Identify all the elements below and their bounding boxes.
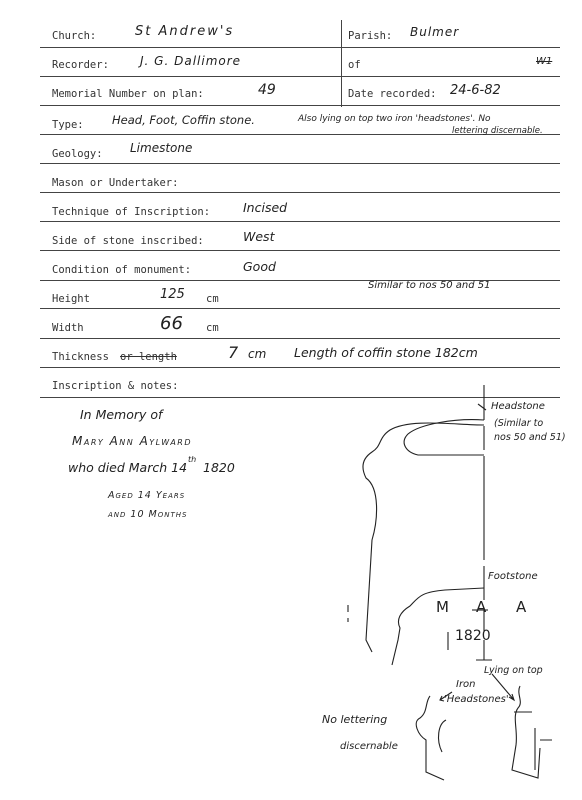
parish-value: Bulmer xyxy=(410,25,460,39)
iron-headstone-right xyxy=(512,686,540,778)
inscription-line: who died March 14 xyxy=(68,460,188,475)
headstone-profile xyxy=(363,423,487,652)
inscription-line: and 10 Months xyxy=(108,509,188,520)
iron-headstones-label: 'Headstones' xyxy=(444,694,509,705)
church-label: Church: xyxy=(52,30,97,42)
recorder-label: Recorder: xyxy=(52,59,109,71)
height-unit: cm xyxy=(206,293,219,305)
technique-value: Incised xyxy=(243,200,288,215)
height-label: Height xyxy=(52,293,90,305)
iron-headstone-detail xyxy=(439,720,446,752)
memorial-value: 49 xyxy=(258,82,276,98)
height-value: 125 xyxy=(160,287,185,302)
thickness-struck: or length xyxy=(120,351,177,363)
coffin-length: Length of coffin stone 182cm xyxy=(294,345,478,360)
footstone-label: Footstone xyxy=(488,571,538,582)
inscription-ordinal: th xyxy=(188,455,197,464)
condition-label: Condition of monument: xyxy=(52,264,192,276)
type-label: Type: xyxy=(52,119,84,131)
thickness-unit: cm xyxy=(248,347,267,361)
thickness-label: Thickness xyxy=(52,351,109,363)
recorder-value: J. G. Dallimore xyxy=(140,54,242,68)
type-note: Also lying on top two iron 'headstones'. No xyxy=(298,114,491,124)
condition-value: Good xyxy=(243,259,276,274)
width-label: Width xyxy=(52,322,84,334)
foot-year: 1820 xyxy=(455,628,491,644)
parish-label: Parish: xyxy=(348,30,393,42)
inscription-line: In Memory of xyxy=(80,407,163,422)
foot-letter: A xyxy=(516,598,527,616)
technique-label: Technique of Inscription: xyxy=(52,206,211,218)
no-lettering-note: No lettering xyxy=(322,713,388,726)
headstone-label: Headstone xyxy=(491,401,545,412)
similar-note: Similar to nos 50 and 51 xyxy=(368,280,491,291)
width-value: 66 xyxy=(160,313,183,334)
arrow xyxy=(478,404,486,410)
side-value: West xyxy=(243,229,275,244)
iron-label: Iron xyxy=(456,679,476,690)
foot-letter: M xyxy=(436,598,449,616)
type-note-cont: lettering discernable. xyxy=(452,126,543,136)
of-label: of xyxy=(348,59,361,71)
of-value: W1 xyxy=(536,56,553,67)
iron-headstone-left xyxy=(416,696,444,780)
geology-label: Geology: xyxy=(52,148,103,160)
mason-label: Mason or Undertaker: xyxy=(52,177,179,189)
headstone-note: nos 50 and 51) xyxy=(494,432,566,443)
inscription-name: Mary Ann Aylward xyxy=(72,434,193,448)
inscription-line: Aged 14 Years xyxy=(108,490,186,501)
sketch-mark xyxy=(514,712,552,740)
memorial-label: Memorial Number on plan: xyxy=(52,88,204,100)
lying-label: Lying on top xyxy=(484,665,543,676)
date-value: 24-6-82 xyxy=(450,83,501,98)
inscription-year: 1820 xyxy=(203,460,235,475)
foot-letter: A xyxy=(476,598,487,616)
inscription-label: Inscription & notes: xyxy=(52,380,179,392)
no-lettering-note: discernable xyxy=(340,741,398,752)
headstone-note: (Similar to xyxy=(494,418,544,429)
geology-value: Limestone xyxy=(130,141,193,155)
side-label: Side of stone inscribed: xyxy=(52,235,204,247)
width-unit: cm xyxy=(206,322,219,334)
type-value: Head, Foot, Coffin stone. xyxy=(112,113,255,127)
thickness-value: 7 xyxy=(228,343,239,362)
date-label: Date recorded: xyxy=(348,88,437,100)
church-value: St Andrew's xyxy=(135,24,235,39)
